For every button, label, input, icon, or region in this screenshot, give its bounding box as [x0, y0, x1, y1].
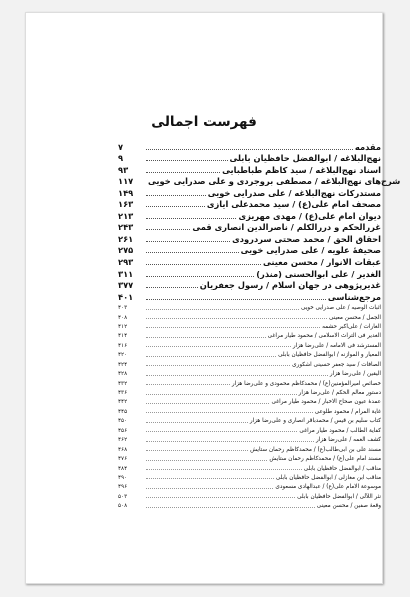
dot-leader [146, 205, 205, 207]
toc-subentry[interactable] [118, 368, 381, 377]
toc-entry-title: الجمل / محسن معینی [328, 314, 381, 321]
toc-entry[interactable] [118, 198, 381, 210]
toc-entry-title: غررالحکم و دررالکلم / ناصرالدین انصاری قمی [192, 222, 381, 233]
toc-entry[interactable] [118, 186, 381, 198]
dot-leader [146, 421, 248, 423]
toc-entry[interactable] [118, 232, 381, 244]
toc-page-number: ۴۶۸ [118, 446, 128, 453]
toc-page-number: ۳۱۱ [118, 268, 134, 279]
toc-entry-title: اسناد نهج‌البلاغه / سید کاظم طباطبایی [222, 164, 381, 175]
toc-page-number: ۹۳ [118, 164, 129, 175]
toc-page-number: ۲۴۳ [118, 222, 134, 233]
toc-entry-title: کتاب سلیم بن قیس / محمدباقر انصاری و علی‌رضا هزار [249, 418, 381, 425]
dot-leader [146, 440, 314, 442]
toc-entry-title: نهج‌البلاغه / ابوالفضل حافظیان بابلی [229, 153, 381, 164]
toc-entry-title: موسوعة الامام علی(ع) / عبدالهادی مسعودی [275, 484, 381, 491]
toc-subentry[interactable] [118, 387, 381, 396]
dot-leader [146, 228, 190, 230]
toc-page-number: ۱۴۹ [118, 187, 134, 198]
toc-entry[interactable] [118, 290, 381, 302]
dot-leader [146, 345, 291, 347]
toc-page-number: ۲۶۱ [118, 233, 134, 244]
toc-page-number: ۹ [118, 153, 124, 164]
toc-page-number: ۱۶۳ [118, 199, 134, 210]
toc-entry-title: کشف الغمه / علی‌رضا هزار [315, 437, 381, 444]
dot-leader [146, 355, 276, 357]
dot-leader [146, 326, 320, 328]
dot-leader [146, 411, 313, 413]
dot-leader [146, 468, 302, 470]
dot-leader [146, 402, 269, 404]
toc-page-number: ۲۷۵ [118, 245, 134, 256]
toc-entry[interactable] [118, 175, 401, 187]
toc-page-number: ۴۳۲ [118, 380, 128, 387]
toc-page-number: ۲۹۳ [118, 257, 134, 268]
toc-entry-title: مناقب / ابوالفضل حافظیان بابلی [303, 465, 381, 472]
dot-leader [146, 148, 353, 150]
dot-leader [146, 459, 267, 461]
toc-entry-title: المسترشد فی الامامه / علی‌رضا هزار [292, 342, 381, 349]
toc-page-number: ۴۱۴ [118, 333, 128, 340]
dot-leader [146, 430, 297, 432]
toc-entry-title: وقعهٔ صفین / محسن معینی [316, 503, 381, 510]
toc-subentry[interactable] [118, 434, 381, 443]
toc-subentry[interactable] [118, 405, 381, 414]
toc-page-number: ۴۲۰ [118, 352, 128, 359]
toc-entry[interactable] [118, 244, 381, 256]
toc-subentry[interactable] [118, 349, 381, 358]
toc-entry-title: مرجع‌شناسی [327, 291, 381, 302]
toc-entry-title: کفایة الطالب / محمود طیار مراغی [299, 427, 381, 434]
dot-leader [146, 194, 206, 196]
toc-entry-title: مسند علی بن ابی‌طالب(ع) / محمدکاظم رحمان ستایش [250, 446, 381, 453]
document-page [25, 12, 401, 584]
dot-leader [146, 308, 299, 310]
toc-entry-title: الغدیر فی التراث الاسلامی / محمود طیار مراغی [267, 333, 381, 340]
dot-leader [146, 171, 220, 173]
toc-entry[interactable] [118, 279, 381, 291]
toc-entry-title: احقاق الحق / محمد صحتی سردرودی [232, 233, 381, 244]
dot-leader [146, 336, 266, 338]
dot-leader [146, 159, 228, 161]
toc-page-number: ۴۲۸ [118, 371, 128, 378]
toc-entry[interactable] [118, 255, 381, 267]
toc-entry-title: مسند امام علی(ع) / محمدکاظم رحمان ستایش [269, 456, 381, 463]
toc-page-number: ۴۰۸ [118, 314, 128, 321]
toc-entry-title: الغدیر / علی ابوالحسنی (منذر) [256, 268, 381, 279]
toc-subentry[interactable] [118, 396, 381, 405]
toc-entry-title: مناقب ابن مغازلی / ابوالفضل حافظیان بابلی [275, 474, 381, 481]
toc-subentry[interactable] [118, 377, 381, 386]
toc-page-number: ۴۷۶ [118, 456, 128, 463]
toc-entry-title: الغارات / علی‌اکبر حشمه [322, 323, 381, 330]
dot-leader [146, 477, 274, 479]
toc-page-number: ۲۱۳ [118, 210, 134, 221]
table-of-contents [118, 140, 401, 510]
toc-subentry[interactable] [118, 490, 381, 499]
dot-leader [146, 275, 254, 277]
toc-subentry[interactable] [118, 358, 381, 367]
toc-subentry[interactable] [118, 462, 381, 471]
toc-page-number: ۷ [118, 141, 124, 152]
toc-entry[interactable] [118, 152, 381, 164]
toc-page-number: ۵۰۳ [118, 493, 128, 500]
toc-entry-title: غدیرپژوهی در جهان اسلام / رسول جعفریان [199, 280, 381, 291]
toc-subentry[interactable] [118, 321, 381, 330]
dot-leader [146, 383, 230, 385]
toc-subentry[interactable] [118, 415, 381, 424]
toc-subentry[interactable] [118, 424, 381, 433]
toc-page-number: ۱۱۷ [118, 176, 134, 187]
toc-page-number: ۴۴۲ [118, 399, 128, 406]
toc-page-number: ۴۰۳ [118, 305, 128, 312]
toc-entry[interactable] [118, 209, 381, 221]
toc-subentry[interactable] [118, 443, 381, 452]
toc-subentry[interactable] [118, 330, 381, 339]
toc-page-number: ۵۰۸ [118, 503, 128, 510]
dot-leader [146, 251, 239, 253]
dot-leader [146, 240, 230, 242]
dot-leader [146, 317, 327, 319]
dot-leader [146, 374, 328, 376]
toc-entry-title: مصحف امام علی(ع) / سید محمدعلی ایازی [206, 199, 381, 210]
toc-page-number: ۴۱۲ [118, 323, 128, 330]
dot-leader [146, 506, 315, 508]
dot-leader [146, 496, 295, 498]
toc-subentry[interactable] [118, 453, 381, 462]
toc-entry-title: الصافات / سید جعفر حسینی اشکوری [292, 361, 381, 368]
toc-entry-title: غایة المرام / محمود طلوعی [314, 408, 381, 415]
toc-entry-title: مستدرکات نهج‌البلاغه / علی صدرایی خویی [207, 187, 381, 198]
toc-entry-title: صحیفهٔ علویه / علی صدرایی خویی [240, 245, 381, 256]
toc-page-number: ۴۵۰ [118, 418, 128, 425]
toc-entry[interactable] [118, 221, 381, 233]
toc-entry-title: دستور معالم الحکم / علی‌رضا هزار [298, 390, 381, 397]
toc-subentry[interactable] [118, 481, 381, 490]
toc-subentry[interactable] [118, 472, 381, 481]
toc-entry[interactable] [118, 267, 381, 279]
toc-title: فهرست اجمالی [151, 114, 257, 130]
toc-subentry[interactable] [118, 311, 381, 320]
toc-page-number: ۴۸۴ [118, 465, 128, 472]
toc-page-number: ۴۹۰ [118, 474, 128, 481]
toc-page-number: ۴۴۵ [118, 408, 128, 415]
toc-entry-title: نثر اللآلی / ابوالفضل حافظیان بابلی [297, 493, 381, 500]
toc-page-number: ۴۹۶ [118, 484, 128, 491]
toc-entry-title: عمدهٔ عیون صحاح الاخبار / محمود طیار مراغی [271, 399, 381, 406]
toc-entry-title: الیقین / علی‌رضا هزار [329, 371, 381, 378]
toc-subentry[interactable] [118, 500, 381, 509]
toc-entry[interactable] [118, 140, 381, 152]
dot-leader [146, 263, 261, 265]
dot-leader [146, 286, 198, 288]
toc-subentry[interactable] [118, 339, 381, 348]
toc-page-number: ۴۰۱ [118, 291, 134, 302]
toc-entry[interactable] [118, 163, 381, 175]
dot-leader [146, 217, 236, 219]
toc-entry-title: اثبات الوصیه / علی صدرایی خویی [300, 305, 381, 312]
toc-entry-title: خصائص امیرالمؤمنین(ع) / محمدکاظم محمودی و علی‌رضا هزار [231, 380, 381, 387]
toc-entry-title: دیوان امام علی(ع) / مهدی مهریزی [238, 210, 381, 221]
toc-page-number: ۴۲۴ [118, 361, 128, 368]
toc-entry-title: المعیار و الموازنه / ابوالفضل حافظیان بابلی [278, 352, 381, 359]
dot-leader [146, 487, 273, 489]
dot-leader [146, 449, 248, 451]
toc-entry-title: مقدمه [354, 141, 381, 152]
toc-entry-title: شرح‌های نهج‌البلاغه / مصطفی بروجردی و علی صدرایی خویی [148, 176, 401, 187]
toc-entry-title: عبقات الانوار / محسن معینی [262, 257, 381, 268]
toc-page-number: ۴۱۶ [118, 342, 128, 349]
toc-page-number: ۴۶۲ [118, 437, 128, 444]
toc-page-number: ۴۵۶ [118, 427, 128, 434]
toc-page-number: ۴۳۶ [118, 390, 128, 397]
dot-leader [146, 298, 326, 300]
toc-subentry[interactable] [118, 302, 381, 311]
dot-leader [146, 364, 290, 366]
dot-leader [146, 393, 297, 395]
toc-page-number: ۳۷۷ [118, 280, 134, 291]
